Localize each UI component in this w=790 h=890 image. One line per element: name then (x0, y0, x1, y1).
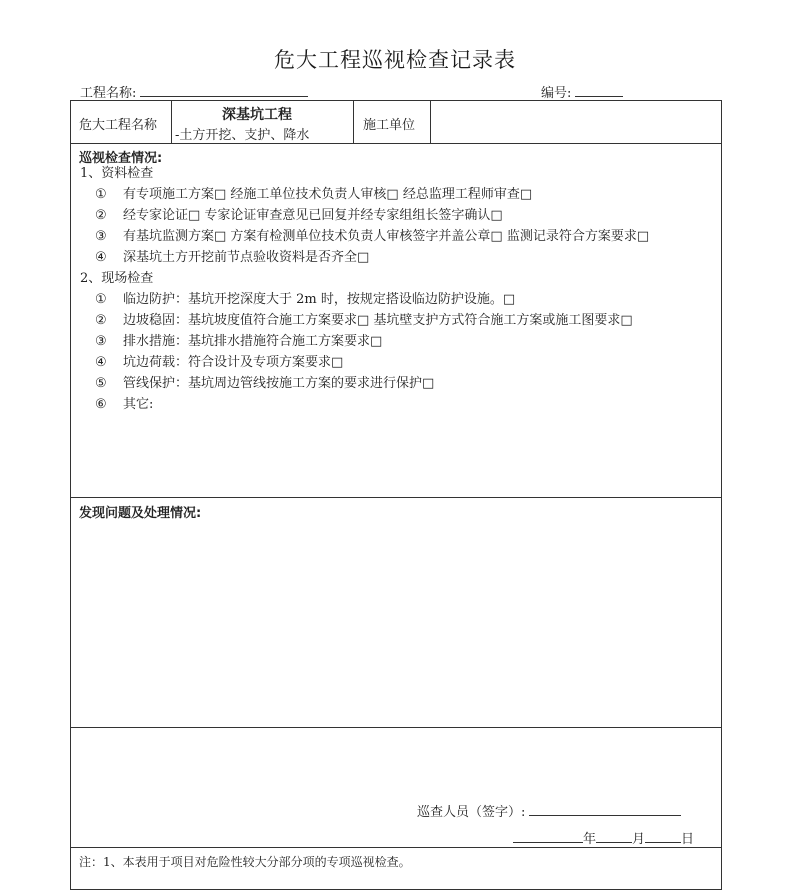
list-item (95, 395, 153, 415)
item-number: ④ (95, 355, 107, 370)
item-text[interactable]: 临边防护：基坑开挖深度大于 2m 时，按规定搭设临边防护设施。□ (123, 292, 516, 307)
divider (71, 143, 721, 144)
item-text[interactable]: 有专项施工方案□ 经施工单位技术负责人审核□ 经总监理工程师审查□ (123, 187, 533, 202)
list-item (95, 290, 515, 310)
page-title: 危大工程巡视检查记录表 (274, 48, 516, 72)
item-text[interactable]: 深基坑土方开挖前节点验收资料是否齐全□ (123, 250, 370, 265)
problems-input-area[interactable] (75, 521, 715, 721)
divider (71, 847, 721, 848)
item-number: ③ (95, 334, 107, 349)
project-name-label: 工程名称: (80, 86, 137, 101)
item-number: ③ (95, 229, 107, 244)
list-item (95, 185, 532, 205)
list-item (95, 374, 434, 394)
date-line (513, 828, 694, 847)
project-name-field[interactable] (140, 84, 308, 97)
divider (430, 101, 431, 143)
section-title: 2、现场检查 (80, 271, 154, 286)
construction-unit-label: 施工单位 (363, 118, 416, 133)
footnote: 注：1、本表用于项目对危险性较大分部分项的专项巡视检查。 (79, 855, 411, 869)
divider (171, 101, 172, 143)
item-text[interactable]: 管线保护：基坑周边管线按施工方案的要求进行保护□ (123, 376, 435, 391)
month-field[interactable] (596, 829, 632, 843)
inspector-signature-line (417, 801, 681, 820)
item-number: ④ (95, 250, 107, 265)
record-table (70, 100, 722, 890)
item-number: ⑥ (95, 397, 107, 412)
item-text[interactable]: 边坡稳固：基坑坡度值符合施工方案要求□ 基坑壁支护方式符合施工方案或施工图要求□ (123, 313, 633, 328)
section-title: 1、资料检查 (80, 166, 154, 181)
list-item (95, 353, 343, 373)
inspection-heading: 巡视检查情况: (79, 151, 163, 166)
list-item (95, 332, 382, 352)
item-number: ⑤ (95, 376, 107, 391)
item-text[interactable]: 坑边荷载：符合设计及专项方案要求□ (123, 355, 344, 370)
day-field[interactable] (645, 829, 681, 843)
month-label: 月 (632, 832, 646, 847)
day-label: 日 (681, 832, 695, 847)
item-text[interactable]: 其它: (123, 397, 154, 412)
list-item (95, 311, 633, 331)
divider (353, 101, 354, 143)
list-item (95, 206, 503, 226)
inspector-label: 巡查人员（签字）: (417, 805, 526, 820)
year-field[interactable] (513, 829, 583, 843)
item-number: ① (95, 292, 107, 307)
divider (71, 497, 721, 498)
divider (71, 727, 721, 728)
problems-heading: 发现问题及处理情况: (79, 506, 202, 521)
serial-number-field[interactable] (575, 84, 623, 97)
item-number: ② (95, 313, 107, 328)
serial-number-line (541, 82, 623, 101)
item-text[interactable]: 有基坑监测方案□ 方案有检测单位技术负责人审核签字并盖公章□ 监测记录符合方案要求□ (123, 229, 650, 244)
serial-label: 编号: (541, 86, 572, 101)
list-item (95, 227, 649, 247)
item-text[interactable]: 经专家论证□ 专家论证审查意见已回复并经专家组组长签字确认□ (123, 208, 503, 223)
inspector-signature-field[interactable] (529, 802, 681, 816)
category-label: 危大工程名称 (79, 118, 158, 133)
item-text[interactable]: 排水措施：基坑排水措施符合施工方案要求□ (123, 334, 383, 349)
item-number: ② (95, 208, 107, 223)
year-label: 年 (583, 832, 597, 847)
list-item (95, 248, 369, 268)
category-value-main: 深基坑工程 (222, 107, 292, 123)
project-name-line (80, 82, 308, 101)
item-number: ① (95, 187, 107, 202)
category-value-sub: -土方开挖、支护、降水 (175, 128, 310, 143)
